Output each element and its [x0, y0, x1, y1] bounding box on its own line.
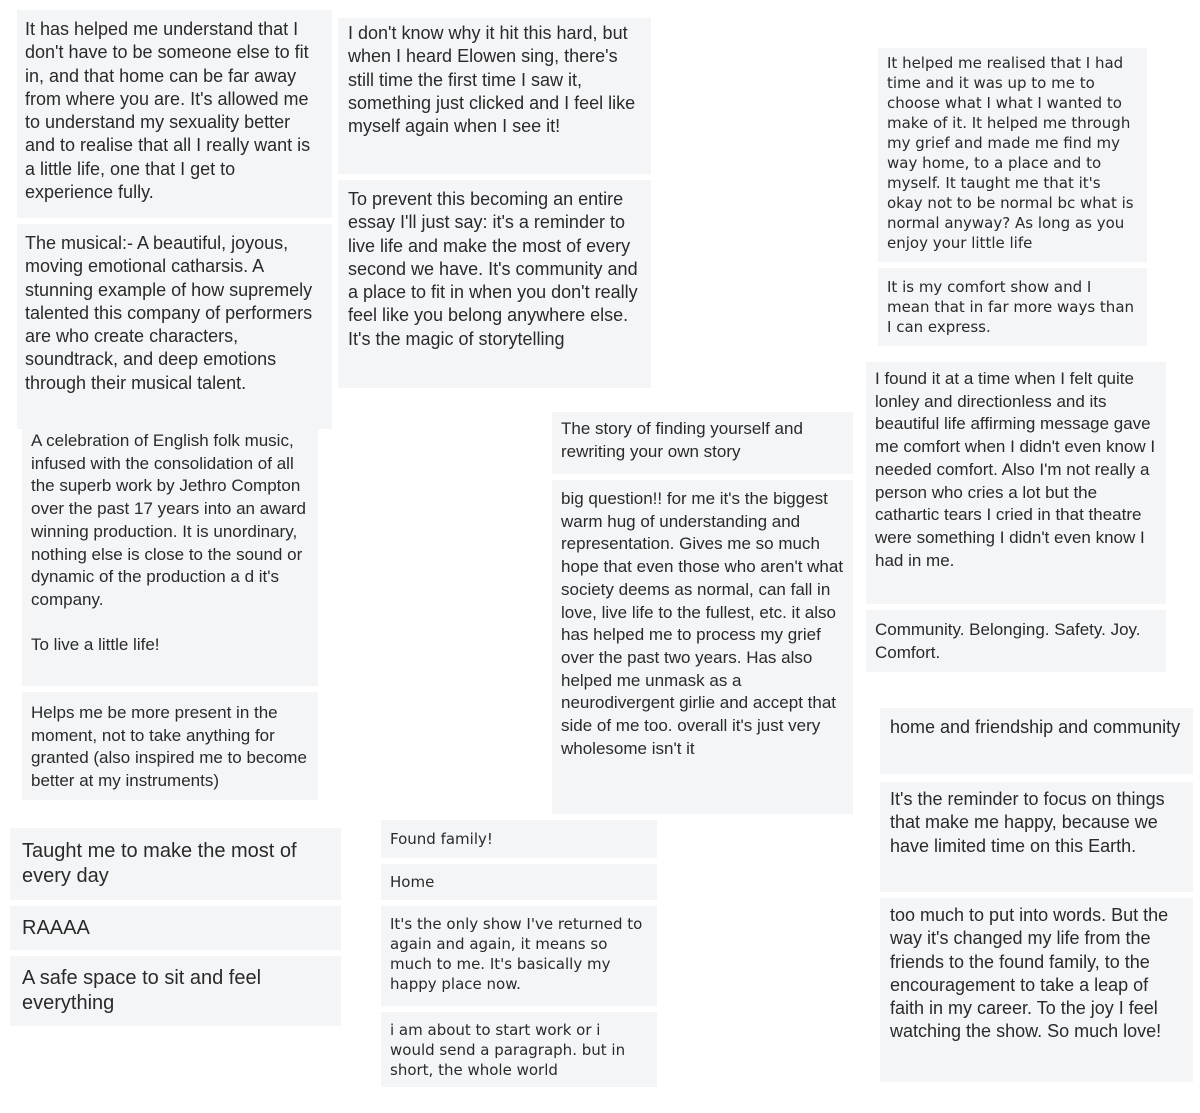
response-card: A safe space to sit and feel everything [10, 956, 341, 1026]
response-card: i am about to start work or i would send a paragraph. but in short, the whole world [381, 1012, 657, 1087]
response-card: RAAAA [10, 906, 341, 950]
response-card: The musical:- A beautiful, joyous, moving emotional catharsis. A stunning example of how supremely talented this company of performers are who create characters, soundtrack, and deep emotions through their musical talent. [17, 224, 332, 429]
response-card: Found family! [381, 820, 657, 858]
response-card: Helps me be more present in the moment, not to take anything for granted (also inspired me to become better at my instruments) [22, 692, 318, 800]
response-card: I found it at a time when I felt quite lonley and directionless and its beautiful life affirming message gave me comfort when I didn't even know I needed comfort. Also I'm not really a person who cries a lot but the cathartic tears I cried in that theatre were something I didn't even know I had in me. [866, 362, 1166, 604]
response-card: To prevent this becoming an entire essay I'll just say: it's a reminder to live life and make the most of every second we have. It's community and a place to fit in when you don't really feel like you belong anywhere else. It's the magic of storytelling [338, 180, 651, 388]
response-card: home and friendship and community [880, 708, 1193, 774]
response-card: Taught me to make the most of every day [10, 828, 341, 900]
response-card: too much to put into words. But the way it's changed my life from the friends to the found family, to the encouragement to take a leap of faith in my career. To the joy I feel watching the show. So much love! [880, 898, 1193, 1082]
response-card: It's the only show I've returned to again and again, it means so much to me. It's basically my happy place now. [381, 906, 657, 1006]
response-card: A celebration of English folk music, infused with the consolidation of all the superb work by Jethro Compton over the past 17 years into an award winning production. It is unordinary, nothing else is close to the sound or dynamic of the production a d it's company. To live a little life! [22, 428, 318, 686]
response-card: The story of finding yourself and rewriting your own story [552, 412, 853, 474]
response-card: It is my comfort show and I mean that in far more ways than I can express. [878, 268, 1147, 346]
response-card: It's the reminder to focus on things that make me happy, because we have limited time on this Earth. [880, 782, 1193, 892]
response-card: It helped me realised that I had time and it was up to me to choose what I what I wanted to make of it. It helped me through my grief and made me find my way home, to a place and to myself. It taught me that it's okay not to be normal bc what is normal anyway? As long as you enjoy your little life [878, 48, 1147, 262]
response-card: Home [381, 864, 657, 900]
response-card: It has helped me understand that I don't have to be someone else to fit in, and that home can be far away from where you are. It's allowed me to understand my sexuality better and to realise that all I really want is a little life, one that I get to experience fully. [17, 10, 332, 218]
response-card: big question!! for me it's the biggest warm hug of understanding and representation. Gives me so much hope that even those who aren't what society deems as normal, can fall in love, live life to the fullest, etc. it also has helped me to process my grief over the past two years. Has also helped me unmask as a neurodivergent girlie and accept that side of me too. overall it's just very wholesome isn't it [552, 480, 853, 814]
response-card: I don't know why it hit this hard, but when I heard Elowen sing, there's still time the first time I saw it, something just clicked and I feel like myself again when I see it! [338, 18, 651, 174]
response-card: Community. Belonging. Safety. Joy. Comfort. [866, 610, 1166, 672]
